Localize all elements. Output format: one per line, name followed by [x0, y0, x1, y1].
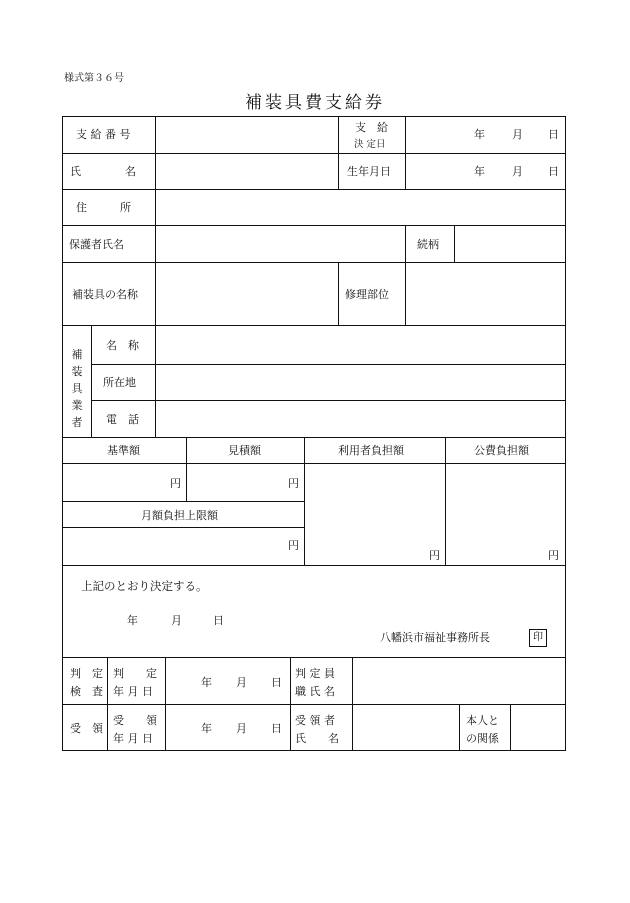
guardian-label: 保護者氏名: [69, 238, 124, 251]
birth-year: 年: [474, 165, 485, 178]
judgment-date-label-1: 判 定: [113, 667, 157, 680]
receipt-date-label-2: 年 月 日: [113, 732, 153, 745]
relationship-label-2: の関係: [466, 732, 499, 745]
device-name-label: 補装具の名称: [72, 288, 138, 301]
standard-yen: 円: [170, 477, 181, 490]
seal-mark: 印: [529, 629, 547, 647]
monthly-cap-yen: 円: [288, 539, 299, 552]
public-burden-label: 公費負担額: [474, 444, 529, 457]
form-title: 補装具費支給券: [245, 93, 385, 113]
judgment-year: 年: [201, 676, 212, 689]
judgment-label-1: 判 定: [70, 667, 103, 680]
vendor-location-label: 所在地: [103, 376, 136, 389]
receipt-label: 受 領: [70, 722, 103, 735]
user-burden-label: 利用者負担額: [338, 444, 404, 457]
estimate-yen: 円: [288, 477, 299, 490]
judge-label-2: 職 氏 名: [295, 685, 335, 698]
form-number: 様式第３６号: [64, 73, 124, 84]
birth-month: 月: [512, 165, 523, 178]
judgment-date-label-2: 年 月 日: [113, 685, 153, 698]
decision-label-line2: 決 定日: [354, 139, 386, 150]
name-label: 氏 名: [70, 165, 136, 178]
receipt-day: 日: [271, 722, 282, 735]
decision-statement: 上記のとおり決定する。: [81, 579, 208, 593]
receiver-label-1: 受 領 者: [295, 714, 335, 727]
decision-date-month: 月: [171, 614, 182, 627]
vendor-phone-label: 電 話: [106, 413, 139, 426]
public-burden-yen: 円: [548, 549, 559, 562]
issuer-name: 八幡浜市福祉事務所長: [380, 631, 490, 644]
user-burden-yen: 円: [429, 549, 440, 562]
judge-label-1: 判 定 員: [295, 667, 335, 680]
payment-number-label: 支 給 番 号: [76, 128, 131, 141]
relation-label: 続柄: [417, 238, 439, 251]
standard-amount-label: 基準額: [107, 444, 140, 457]
relationship-label-1: 本人と: [466, 714, 499, 727]
vendor-group-label: 補装具業者: [71, 348, 83, 429]
receipt-date-label-1: 受 領: [113, 714, 157, 727]
repair-part-label: 修理部位: [345, 288, 389, 301]
birth-label: 生年月日: [347, 165, 391, 178]
decision-date-day: 日: [213, 614, 224, 627]
judgment-label-2: 検 査: [70, 685, 103, 698]
address-label: 住 所: [76, 201, 131, 214]
decision-date-year: 年: [127, 614, 138, 627]
vendor-name-label: 名 称: [106, 339, 139, 352]
decision-label-line1: 支 給: [355, 121, 388, 134]
estimate-amount-label: 見積額: [228, 444, 261, 457]
decision-year: 年: [474, 128, 485, 141]
judgment-day: 日: [271, 676, 282, 689]
receipt-month: 月: [236, 722, 247, 735]
judgment-month: 月: [236, 676, 247, 689]
birth-day: 日: [548, 165, 559, 178]
decision-day: 日: [548, 128, 559, 141]
receipt-year: 年: [201, 722, 212, 735]
receiver-label-2: 氏 名: [295, 732, 339, 745]
decision-month: 月: [512, 128, 523, 141]
monthly-cap-label: 月額負担上限額: [141, 509, 218, 522]
